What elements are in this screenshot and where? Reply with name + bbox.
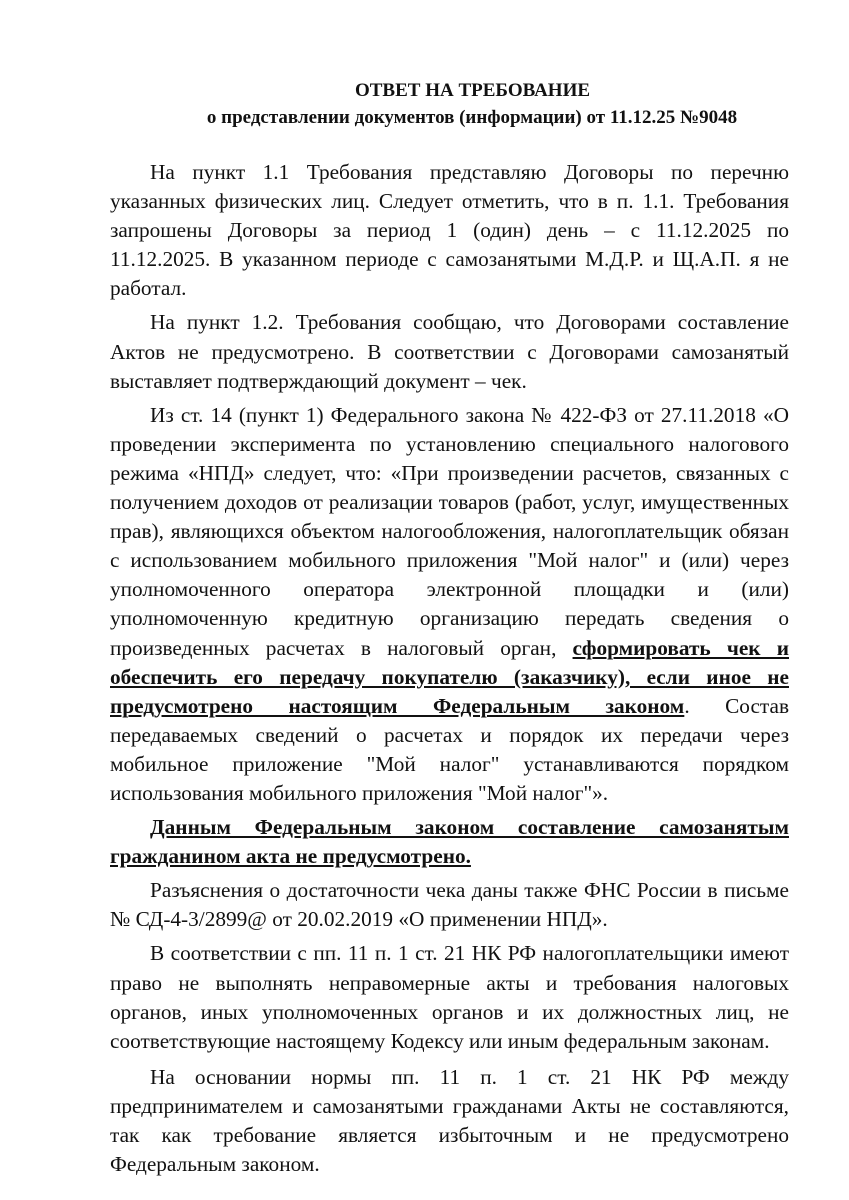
document-subtitle: о представлении документов (информации) от 11.12.25 №9048 [206, 107, 738, 128]
paragraph-4-emphasis: Данным Федеральным законом составление самозанятым гражданином акта не предусмотрено. [110, 815, 789, 869]
paragraph-3-text-start: Из ст. 14 (пункт 1) Федерального закона № 422-ФЗ от 27.11.2018 «О проведении эксперимента по установлению специального налогового режима «НПД» следует, что: «При произведении расчетов, связанных с получением доходов от реализации товаров (работ, услуг, имущественных прав), являющихся объектом налогообложения, налогоплательщик обязан с использованием мобильного приложения "Мой налог" и (или) через уполномоченного оператора электронной площадки и (или) уполномоченную кредитную организацию передать сведения о произведенных расчетах в налоговый орган, [110, 402, 789, 660]
paragraph-3-emphasis: сформировать чек и обеспечить его передачу покупателю (заказчику), если иное не предусмотрено настоящим Федеральным законом [110, 635, 789, 718]
document-body [110, 158, 789, 1179]
paragraph-1: На пункт 1.1 Требования представляю Договоры по перечню указанных физических лиц. Следует отметить, что в п. 1.1. Требования запрошены Договоры за период 1 (один) день – с 11.12.2025 по 11.12.2025. В указанном периоде с самозанятыми М.Д.Р. и Щ.А.П. я не работал. [110, 160, 789, 301]
document-title: ОТВЕТ НА ТРЕБОВАНИЕ [354, 80, 591, 101]
paragraph-2: На пункт 1.2. Требования сообщаю, что Договорами составление Актов не предусмотрено. В соответствии с Договорами самозанятый выставляет подтверждающий документ – чек. [110, 310, 789, 393]
paragraph-6: В соответствии с пп. 11 п. 1 ст. 21 НК РФ налогоплательщики имеют право не выполнять неправомерные акты и требования налоговых органов, иных уполномоченных органов и их должностных лиц, не соответствующие настоящему Кодексу или иным федеральным законам. [110, 941, 789, 1053]
paragraph-3 [110, 401, 789, 808]
paragraph-7: На основании нормы пп. 11 п. 1 ст. 21 НК РФ между предпринимателем и самозанятыми гражданами Акты не составляются, так как требование является избыточным и не предусмотрено Федеральным законом. [110, 1064, 789, 1177]
paragraph-3-text-end: . Состав передаваемых сведений о расчетах и порядок их передачи через мобильное приложение "Мой налог" устанавливаются порядком использования мобильного приложения "Мой налог"». [110, 693, 789, 805]
paragraph-5: Разъяснения о достаточности чека даны также ФНС России в письме № СД-4-3/2899@ от 20.02.2019 «О применении НПД». [110, 878, 789, 932]
